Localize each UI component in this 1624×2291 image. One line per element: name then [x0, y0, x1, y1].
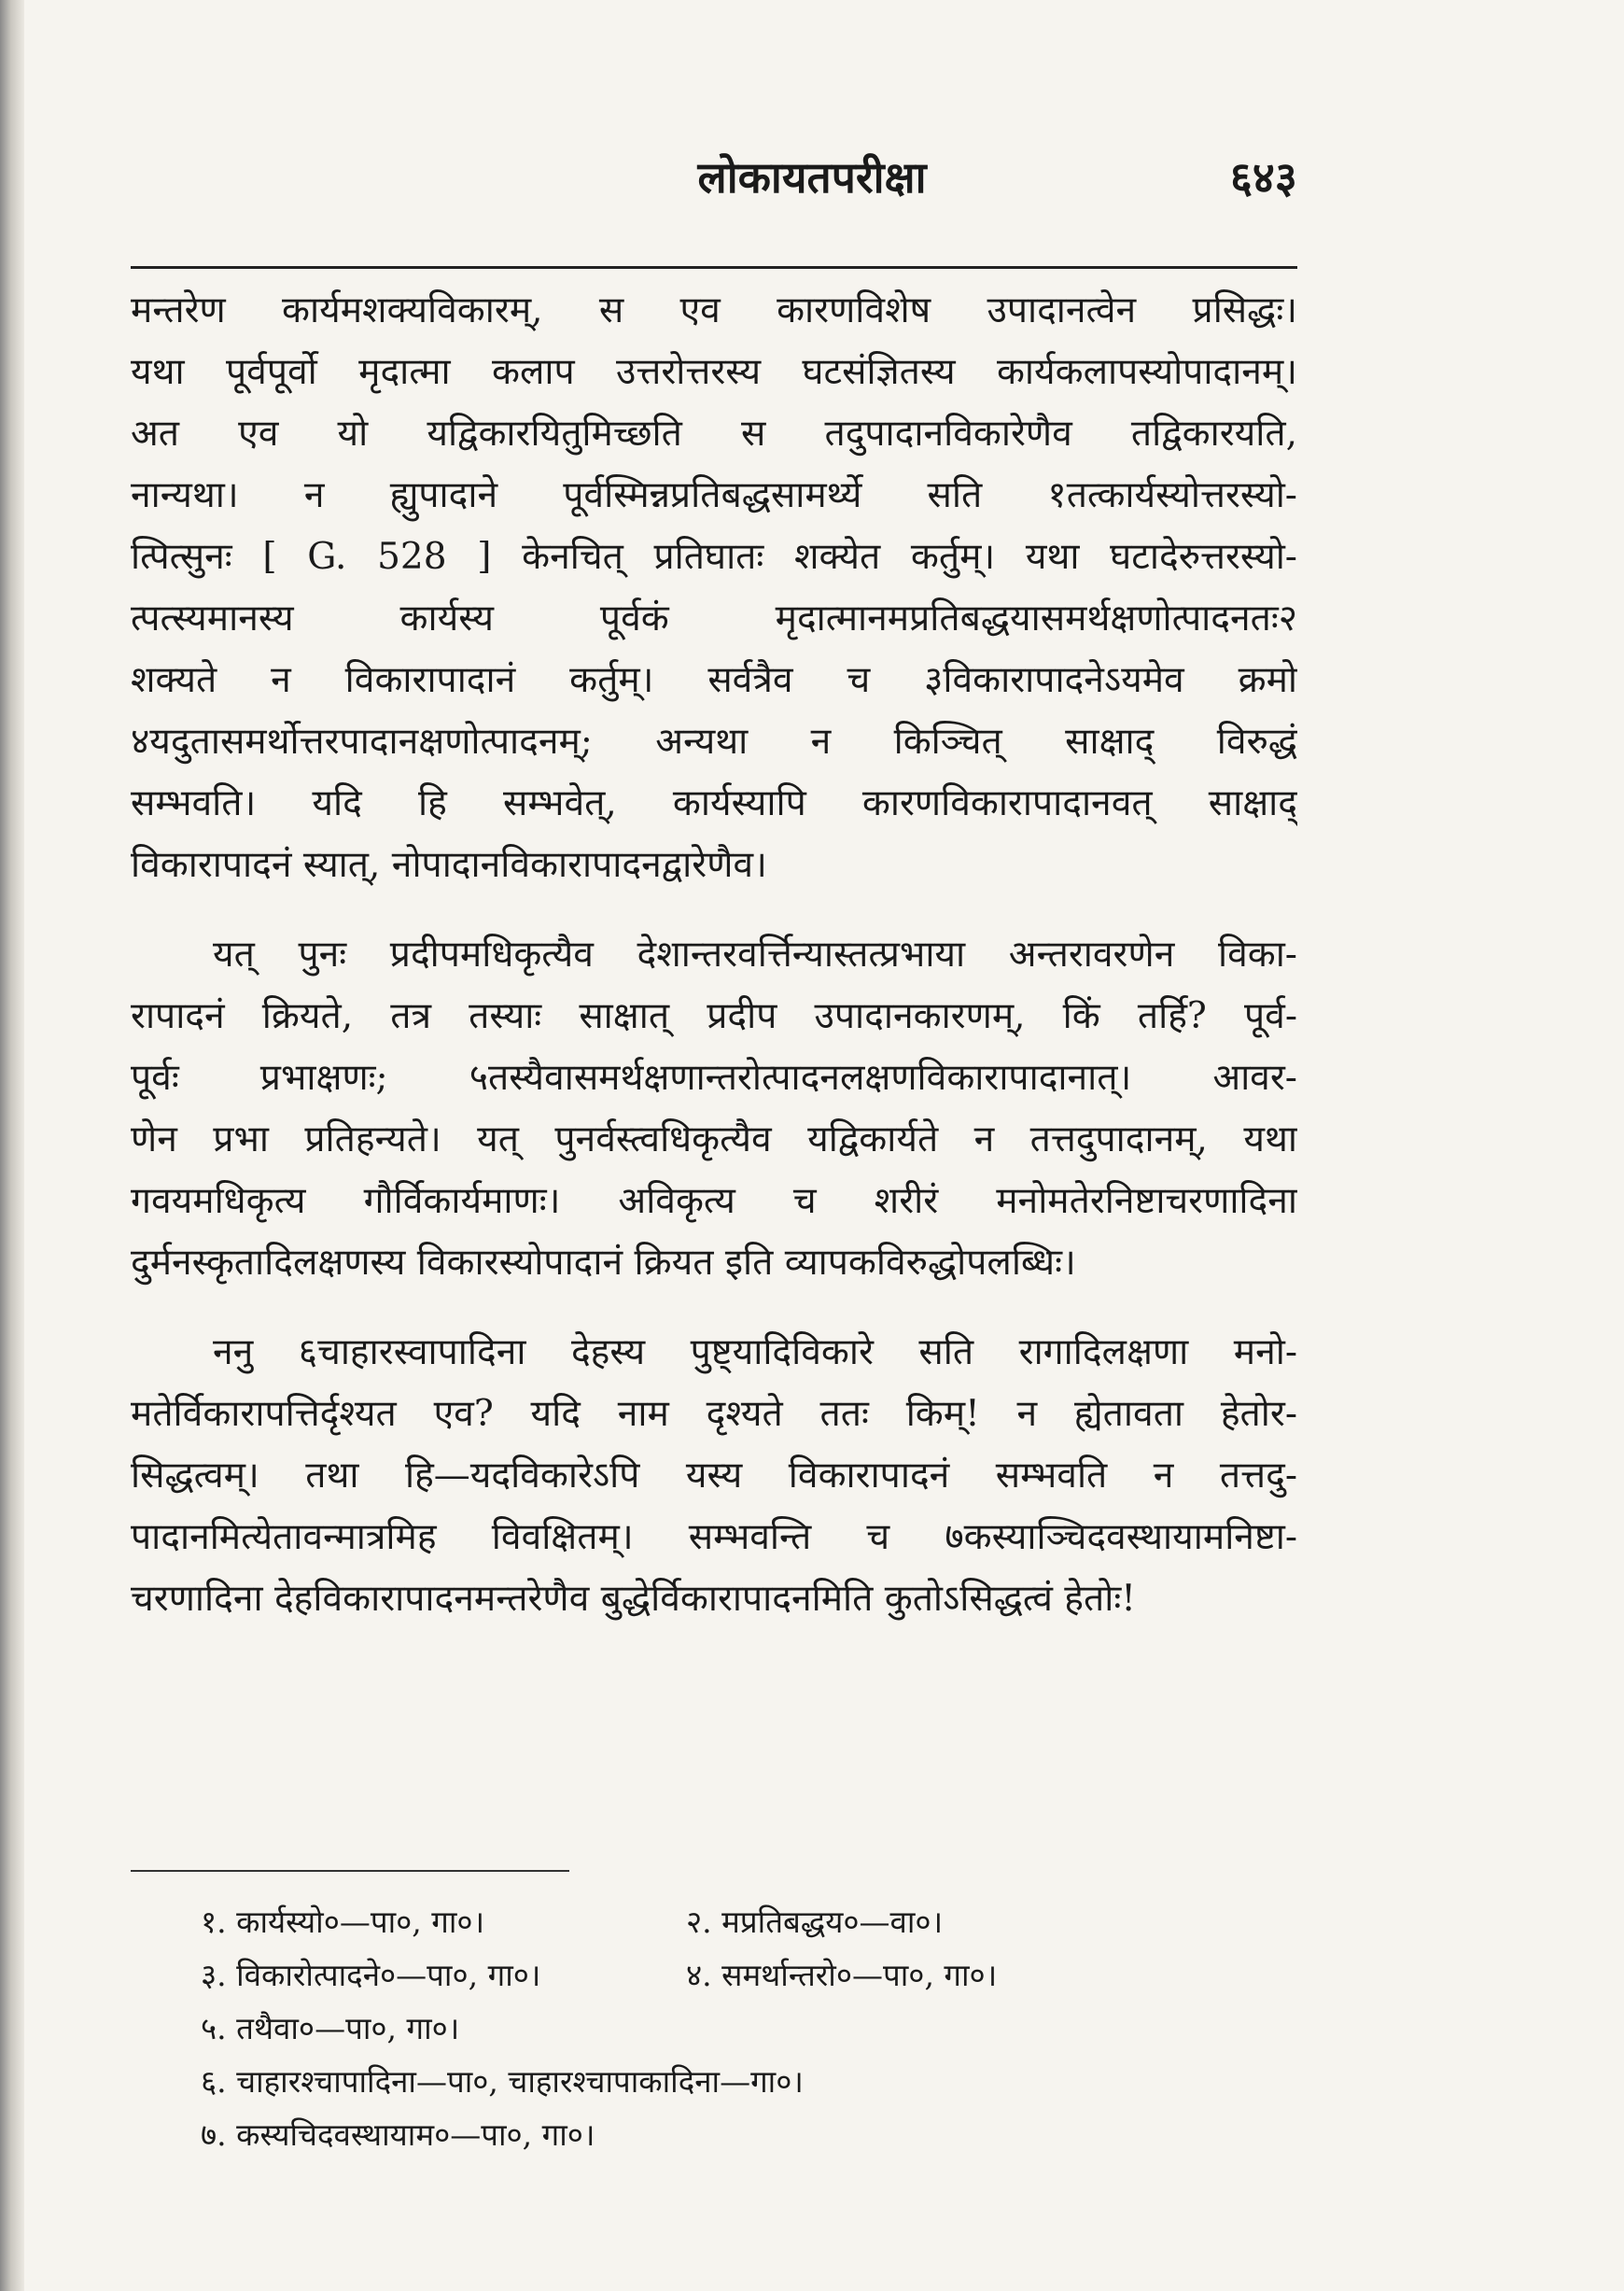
header-rule [131, 266, 1297, 269]
footnote-1: १. कार्यस्यो०—पा०, गा०। [201, 1904, 485, 1940]
text-line: अत एव यो यद्विकारयितुमिच्छति स तदुपादानविकारेणैव तद्विकारयति, [131, 413, 1297, 455]
page-number: ६४३ [1230, 152, 1297, 203]
text-line: मन्तरेण कार्यमशक्यविकारम्, स एव कारणविशेष उपादानत्वेन प्रसिद्धः। [131, 289, 1297, 331]
footnote-3: ३. विकारोत्पादने०—पा०, गा०। [201, 1957, 541, 1993]
text-line: शक्यते न विकारापादानं कर्तुम्। सर्वत्रैव च ३विकारापादनेऽयमेव क्रमो [131, 659, 1297, 701]
text-line: णेन प्रभा प्रतिहन्यते। यत् पुनर्वस्त्वधिकृत्यैव यद्विकार्यते न तत्तदुपादानम्, यथा [131, 1118, 1297, 1160]
footnotes [201, 1895, 1274, 2161]
text-line: पादानमित्येतावन्मात्रमिह विवक्षितम्। सम्भवन्ति च ७कस्याञ्चिदवस्थायामनिष्टा- [131, 1516, 1297, 1558]
text-line: नान्यथा। न ह्युपादाने पूर्वस्मिन्नप्रतिबद्धसामर्थ्ये सति १तत्कार्यस्योत्तरस्यो- [131, 474, 1297, 516]
footnote-6: ६. चाहारश्चापादिना—पा०, चाहारश्चापाकादिना—गा०। [201, 2063, 804, 2100]
text-line: ४यदुतासमर्थोत्तरपादानक्षणोत्पादनम्; अन्यथा न किञ्चित् साक्षाद् विरुद्धं [131, 721, 1297, 763]
text-line: यत् पुनः प्रदीपमधिकृत्यैव देशान्तरवर्त्तिन्यास्तत्प्रभाया अन्तरावरणेन विका- [213, 934, 1297, 976]
text-line: दुर्मनस्कृतादिलक्षणस्य विकारस्योपादानं क्रियत इति व्यापकविरुद्धोपलब्धिः। [131, 1242, 1076, 1284]
footnote-4: ४. समर्थान्तरो०—पा०, गा०। [686, 1957, 998, 1993]
page-binding-edge [0, 0, 24, 2291]
text-line: गवयमधिकृत्य गौर्विकार्यमाणः। अविकृत्य च शरीरं मनोमतेरनिष्टाचरणादिना [131, 1180, 1297, 1222]
text-line: सिद्धत्वम्। तथा हि—यदविकारेऽपि यस्य विकारापादनं सम्भवति न तत्तदु- [131, 1455, 1297, 1497]
text-line: सम्भवति। यदि हि सम्भवेत्, कार्यस्यापि कारणविकारापादानवत् साक्षाद् [131, 782, 1297, 824]
text-line: पूर्वः प्रभाक्षणः; ५तस्यैवासमर्थक्षणान्तरोत्पादनलक्षणविकारापादानात्। आवर- [131, 1057, 1297, 1099]
running-title: लोकायतपरीक्षा [697, 152, 927, 203]
text-line: त्पत्स्यमानस्य कार्यस्य पूर्वकं मृदात्मानमप्रतिबद्धयासमर्थक्षणोत्पादनतः२ [131, 597, 1297, 640]
text-line: विकारापादनं स्यात्, नोपादानविकारापादनद्वारेणैव। [131, 844, 767, 886]
main-text [131, 280, 1297, 1630]
footnote-row [201, 1895, 1274, 1948]
footnote-row [201, 1948, 1274, 2002]
text-line: त्पित्सुनः [ G. 528 ] केनचित् प्रतिघातः शक्येत कर्तुम्। यथा घटादेरुत्तरस्यो- [131, 536, 1297, 578]
text-line: रापादनं क्रियते, तत्र तस्याः साक्षात् प्रदीप उपादानकारणम्, किं तर्हि? पूर्व- [131, 995, 1297, 1037]
footnote-5: ५. तथैवा०—पा०, गा०। [201, 2010, 460, 2046]
footnote-rule [131, 1870, 569, 1872]
footnote-7: ७. कस्यचिदवस्थायाम०—पा०, गा०। [201, 2116, 595, 2153]
text-line: ननु ६चाहारस्वापादिना देहस्य पुष्ट्यादिविकारे सति रागादिलक्षणा मनो- [213, 1331, 1297, 1373]
text-line: चरणादिना देहविकारापादनमन्तरेणैव बुद्धेर्विकारापादनमिति कुतोऽसिद्धत्वं हेतोः! [131, 1578, 1136, 1620]
text-line: यथा पूर्वपूर्वो मृदात्मा कलाप उत्तरोत्तरस्य घटसंज्ञितस्य कार्यकलापस्योपादानम्। [131, 351, 1297, 393]
text-line: मतेर्विकारापत्तिर्दृश्यत एव? यदि नाम दृश्यते ततः किम्! न ह्येतावता हेतोर- [131, 1393, 1297, 1435]
footnote-2: २. मप्रतिबद्धय०—वा०। [686, 1904, 944, 1940]
